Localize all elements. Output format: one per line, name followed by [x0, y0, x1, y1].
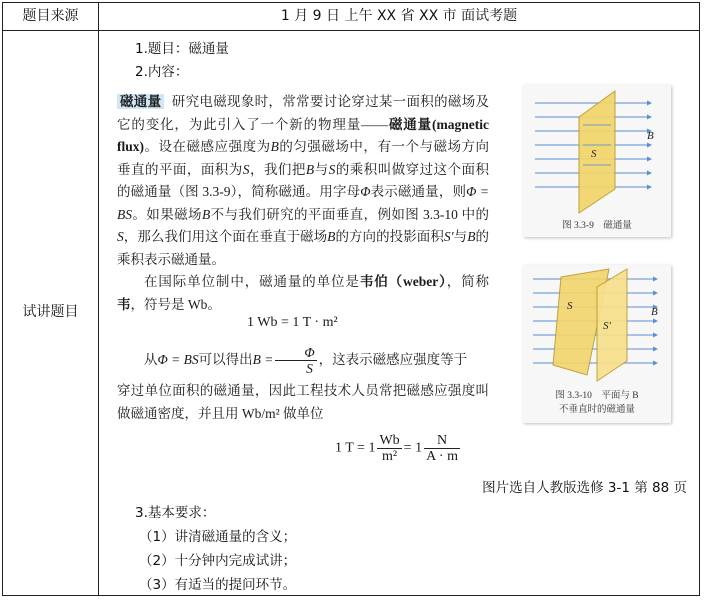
exam-table	[2, 2, 700, 596]
figure-caption-2b: 不垂直时的磁通量	[558, 405, 635, 415]
textbook-paragraph-1: 磁通量 研究电磁现象时，常常要讨论穿过某一面积的磁场及它的变化，为此引入了一个新的物理量——磁通量(magnetic flux)。设在磁感应强度为B的匀强磁场中，有一个与磁场方向垂直的平面，面积为S，我们把B与S的乘积叫做穿过这个面积的磁通量（图 3.3-9），简称磁通。用字母Φ表示磁通量，则Φ = BS。如果磁场B不与我们研究的平面垂直，例如图 3.3-10 中的S，那么我们用这个面在垂直于磁场B的方向的投影面积S′与B的乘积表示磁通量。	[117, 94, 490, 267]
textbook-paragraph-4: 穿过单位面积的磁通量，因此工程技术人员常把磁感应强度叫做磁通密度，并且用 Wb/m² 做单位	[117, 383, 489, 421]
label-B: B	[647, 130, 654, 142]
label-B: B	[651, 306, 658, 318]
formula-tesla: 1 T = 1 $\frac{Wb}{\text{m²}}$ = 1 $\frac{N}{A \cdot m}$	[335, 433, 458, 464]
flux-diagram-perpendicular	[523, 85, 671, 217]
topic-title: 1.题目：磁通量	[135, 41, 229, 57]
textbook-paragraph-2: 在国际单位制中，磁通量的单位是韦伯（weber），简称韦，符号是 Wb。	[117, 274, 490, 312]
content-heading: 2.内容：	[135, 64, 189, 80]
label-S-prime: S′	[603, 320, 611, 332]
content-cell	[99, 31, 699, 595]
exam-date-header: 1 月 9 日 上午 XX 省 XX 市 面试考题	[280, 8, 518, 24]
requirement-item: （3）有适当的提问环节。	[139, 577, 297, 593]
formula-weber: 1 Wb = 1 T · m²	[247, 315, 338, 330]
label-S: S	[567, 300, 573, 312]
requirement-item: （2）十分钟内完成试讲；	[139, 553, 297, 569]
requirements-title: 3.基本要求：	[135, 505, 216, 521]
figure-caption-2a: 图 3.3-10 平面与 B	[555, 391, 639, 401]
figure-magnetic-flux	[523, 85, 671, 237]
source-header-label: 题目来源	[22, 8, 79, 24]
label-S: S	[591, 148, 597, 160]
requirement-item: （1）讲清磁通量的含义；	[139, 529, 297, 545]
figure-caption-1: 图 3.3-9 磁通量	[562, 221, 632, 231]
image-source-note: 图片选自人教版选修 3-1 第 88 页	[482, 480, 687, 496]
lecture-topic-label: 试讲题目	[22, 304, 79, 320]
flux-diagram-oblique	[523, 265, 671, 387]
textbook-paragraph-3: 从Φ = BS可以得出B = $\frac{\Phi}{S}$ ，这表示磁感应强度等于	[144, 345, 468, 377]
term-highlight: 磁通量	[117, 94, 164, 109]
figure-oblique-flux	[523, 265, 671, 423]
projected-plane	[597, 269, 627, 381]
plane-surface	[579, 91, 615, 213]
